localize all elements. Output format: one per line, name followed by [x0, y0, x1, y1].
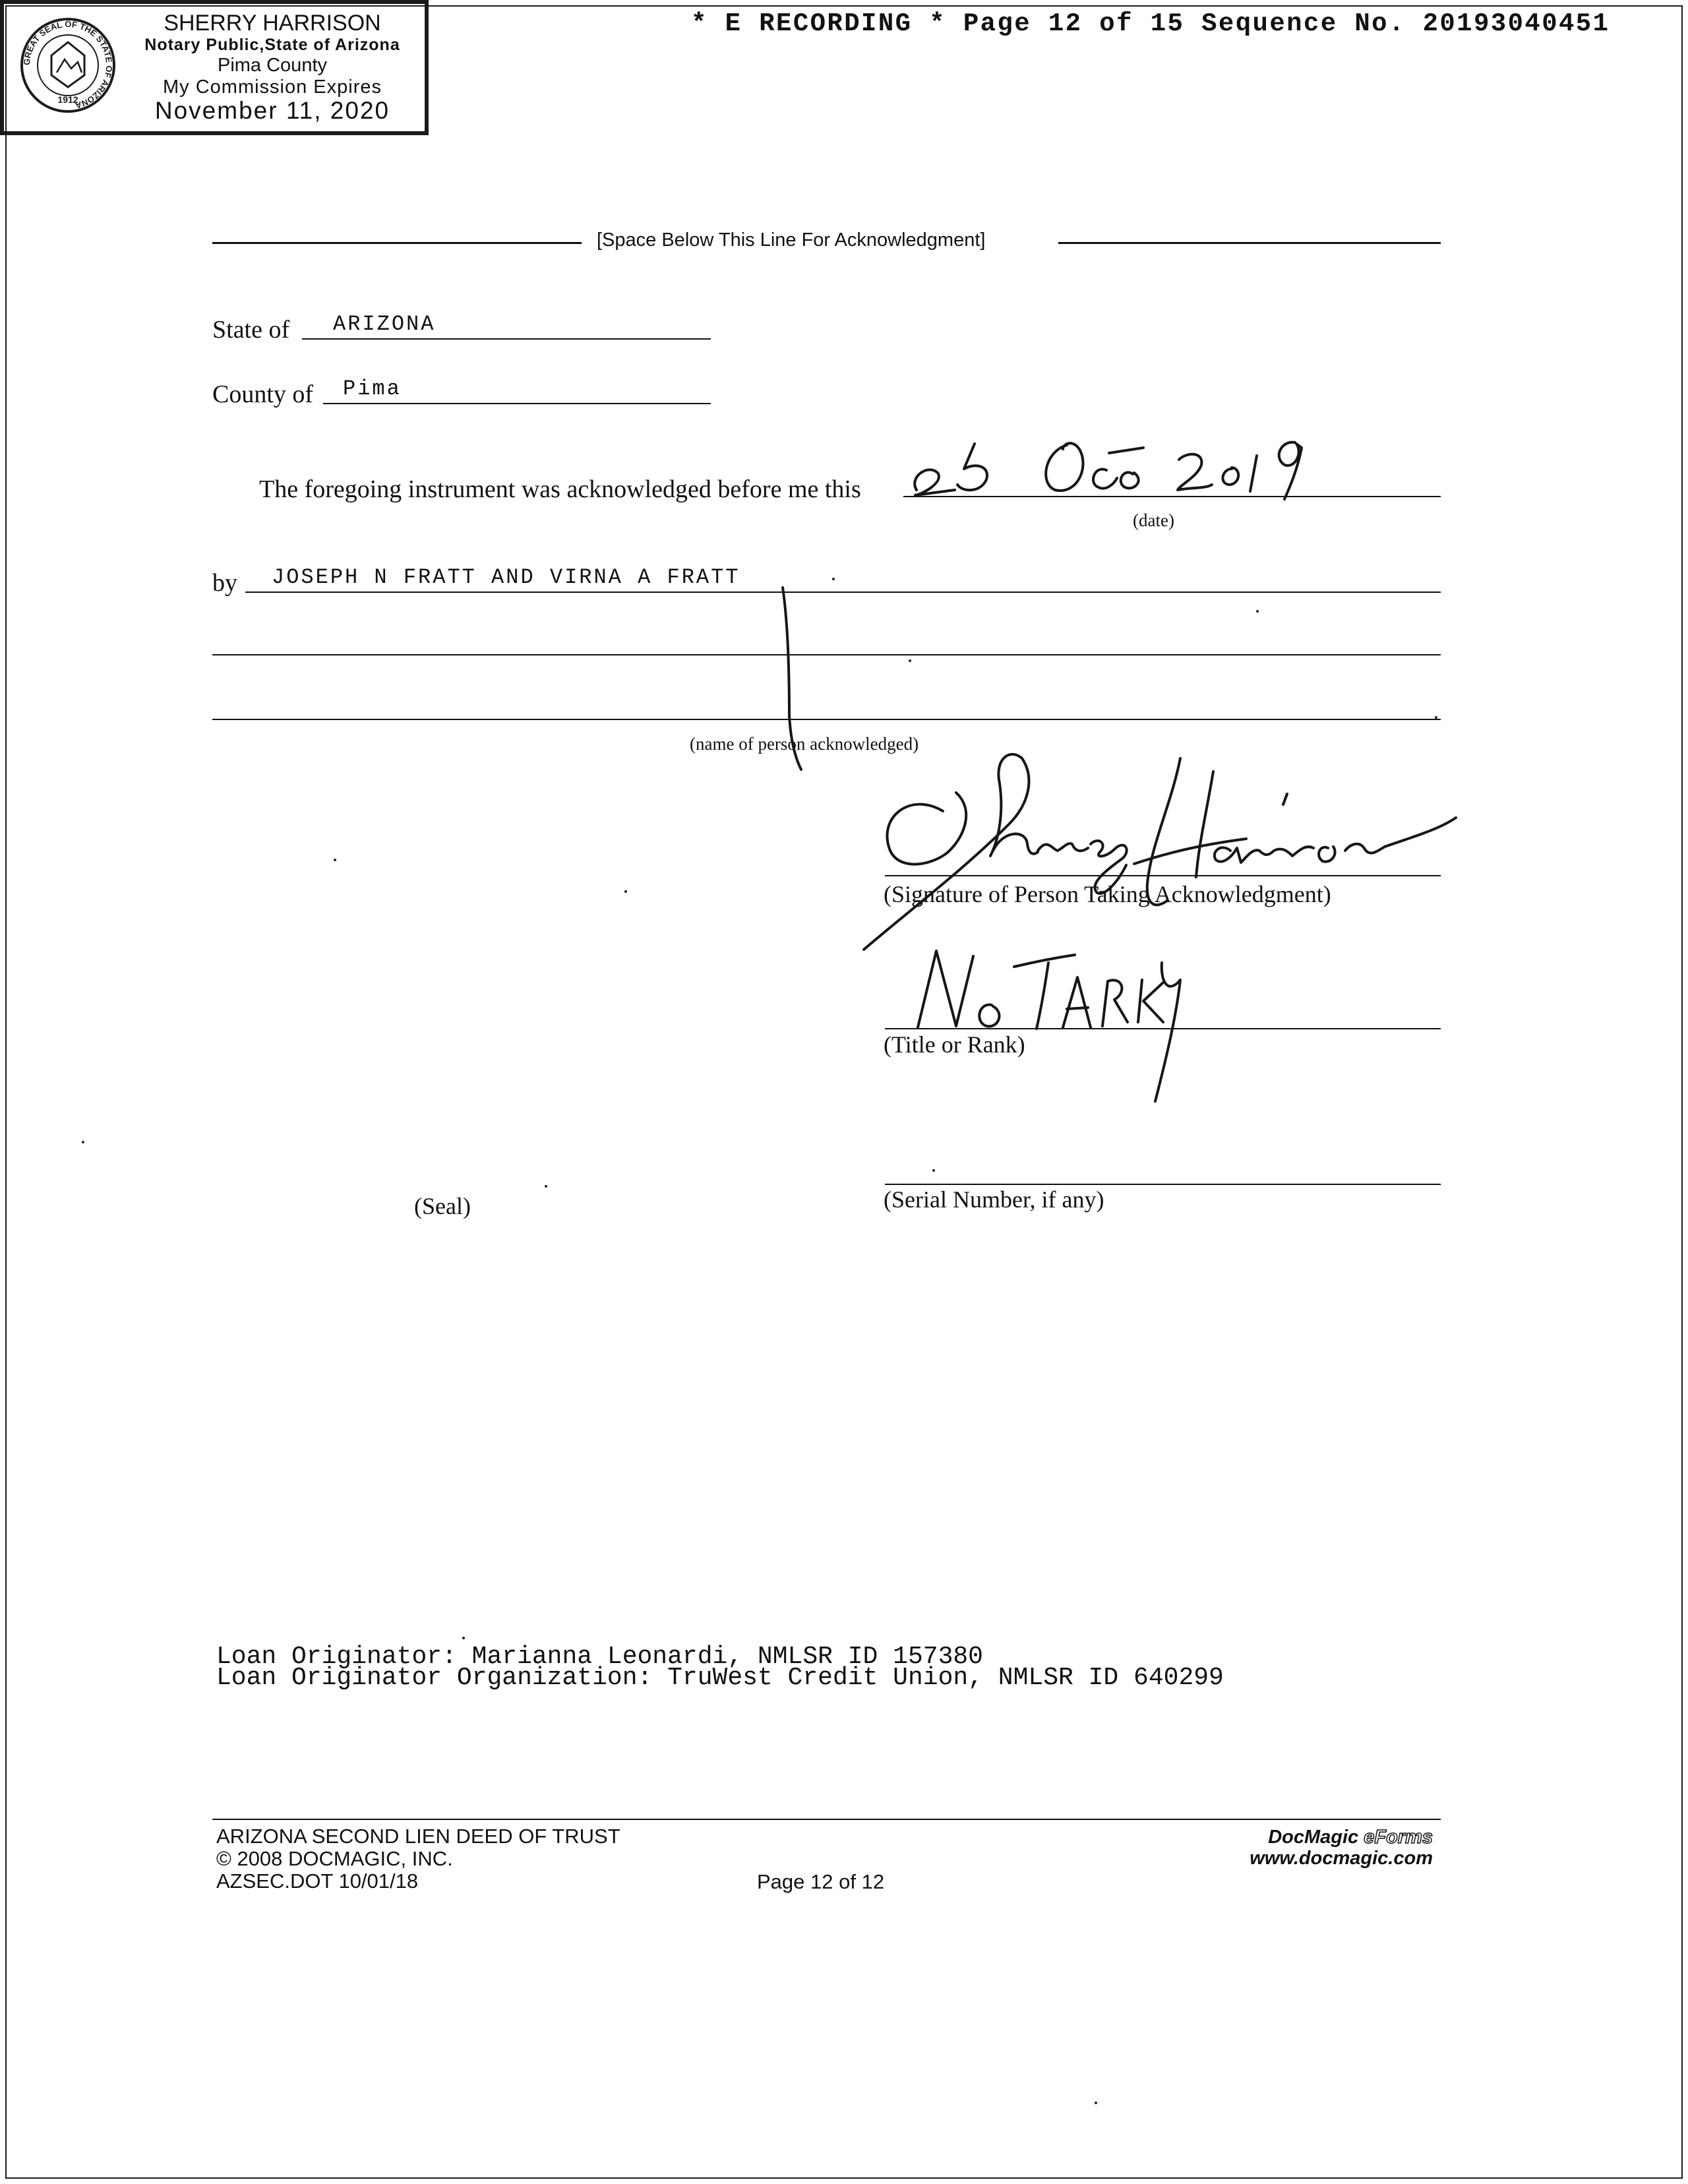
scan-speck: [909, 659, 911, 662]
loan-organization-line: Loan Originator Organization: TruWest Credit Union, NMLSR ID 640299: [216, 1664, 1224, 1692]
brand-name: DocMagic: [1268, 1827, 1359, 1848]
name-caption: (name of person acknowledged): [690, 734, 919, 754]
brand-website: www.docmagic.com: [1250, 1848, 1433, 1869]
county-value: Pima: [343, 377, 402, 401]
scan-speck: [932, 1169, 935, 1172]
scan-speck: [1095, 2102, 1097, 2104]
notary-commission-date: November 11, 2020: [154, 97, 390, 124]
scan-speck: [832, 578, 835, 580]
eforms-logo: eForms: [1364, 1827, 1433, 1848]
scan-speck: [334, 859, 336, 861]
footer-page-number: Page 12 of 12: [757, 1870, 885, 1893]
seal-ring-text: GREAT SEAL OF THE STATE OF ARIZONA: [21, 18, 115, 111]
by-label: by: [212, 569, 237, 597]
date-caption: (date): [1133, 510, 1174, 530]
recording-header: * E RECORDING * Page 12 of 15 Sequence No. 20193040451: [691, 9, 1610, 38]
title-caption: (Title or Rank): [884, 1031, 1025, 1058]
state-value: ARIZONA: [333, 312, 436, 336]
signature-caption: (Signature of Person Taking Acknowledgment): [884, 881, 1331, 907]
county-label: County of: [212, 380, 314, 408]
scan-speck: [82, 1141, 84, 1143]
serial-caption: (Serial Number, if any): [884, 1186, 1104, 1213]
scan-speck: [1256, 610, 1259, 613]
seal-caption: (Seal): [414, 1193, 471, 1219]
serial-underline: [885, 1184, 1441, 1185]
arizona-state-seal-icon: [18, 16, 117, 115]
scan-speck: [545, 1185, 547, 1188]
notary-county: Pima County: [217, 55, 327, 76]
notary-title: Notary Public,State of Arizona: [144, 36, 400, 54]
docmagic-brand: [1238, 1827, 1433, 1869]
loan-originator-line: Loan Originator: Marianna Leonardi, NMLSR ID 157380: [216, 1643, 983, 1671]
space-below-line-label: [Space Below This Line For Acknowledgment]: [597, 229, 986, 251]
scan-speck: [624, 890, 627, 893]
notary-commission-label: My Commission Expires: [163, 76, 382, 98]
state-label: State of: [212, 316, 290, 344]
scan-speck: [1435, 716, 1437, 719]
footer-form-code: AZSEC.DOT 10/01/18: [216, 1869, 419, 1893]
scan-speck: [462, 1637, 465, 1639]
footer-rule: [212, 1819, 1441, 1820]
footer-copyright: © 2008 DOCMAGIC, INC.: [216, 1847, 453, 1870]
by-value: JOSEPH N FRATT AND VIRNA A FRATT: [272, 565, 740, 590]
foregoing-text: The foregoing instrument was acknowledged before me this: [259, 475, 861, 503]
notary-stamp-text: [124, 12, 421, 123]
footer-document-info: [216, 1825, 620, 1893]
notary-name: SHERRY HARRISON: [164, 11, 381, 36]
seal-year: 1912: [57, 94, 78, 105]
footer-doc-title: ARIZONA SECOND LIEN DEED OF TRUST: [216, 1825, 620, 1848]
notary-stamp: [0, 0, 429, 135]
loan-originator-block: [216, 1643, 1224, 1692]
